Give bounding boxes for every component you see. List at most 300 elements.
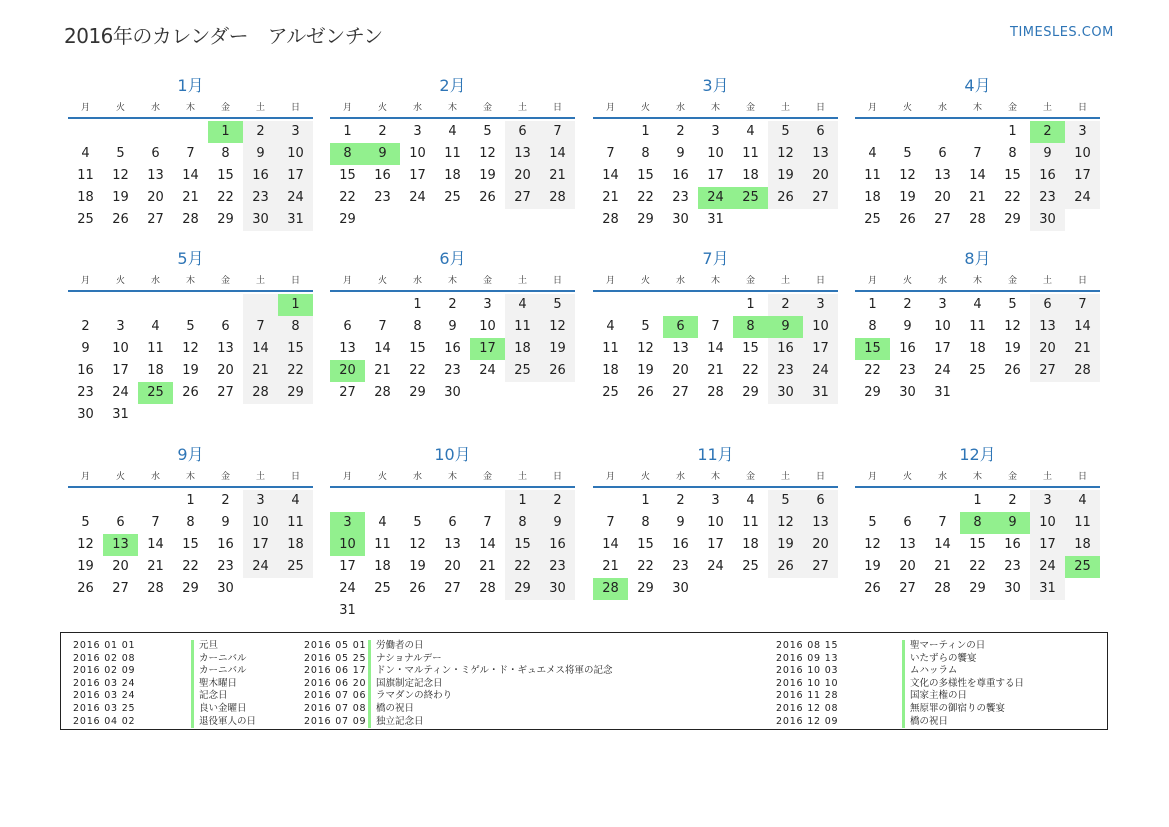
day-cell[interactable]: 25 [505,360,540,382]
day-cell[interactable]: 18 [505,338,540,360]
day-cell[interactable]: 28 [374,385,391,400]
day-cell[interactable]: 23 [1004,559,1021,574]
day-cell[interactable]: 14 [602,168,619,183]
day-cell[interactable]: 18 [147,363,164,378]
day-cell[interactable]: 27 [803,556,838,578]
day-cell[interactable]: 5 [641,319,650,334]
day-cell[interactable]: 20 [1030,338,1065,360]
day-cell[interactable]: 14 [602,537,619,552]
day-cell[interactable]: 3 [1030,490,1065,512]
day-cell[interactable]: 31 [707,212,724,227]
day-cell[interactable]: 30 [77,407,94,422]
day-cell[interactable]: 10 [1065,143,1100,165]
day-cell[interactable]: 11 [742,146,759,161]
day-cell[interactable]: 5 [116,146,125,161]
day-cell[interactable]: 27 [147,212,164,227]
day-cell[interactable]: 21 [969,190,986,205]
day-cell[interactable]: 30 [540,578,575,600]
day-cell[interactable]: 14 [934,537,951,552]
day-cell[interactable]: 26 [540,360,575,382]
day-cell[interactable]: 12 [899,168,916,183]
day-cell[interactable]: 18 [374,559,391,574]
day-cell[interactable]: 29 [217,212,234,227]
day-cell[interactable]: 29 [409,385,426,400]
day-cell[interactable]: 23 [899,363,916,378]
day-cell[interactable]: 19 [182,363,199,378]
day-cell[interactable]: 29 [505,578,540,600]
day-cell[interactable]: 22 [217,190,234,205]
day-cell[interactable]: 12 [112,168,129,183]
day-cell[interactable]: 6 [448,515,457,530]
day-cell[interactable]: 6 [903,515,912,530]
day-cell[interactable]: 5 [540,294,575,316]
day-cell[interactable]: 4 [448,124,457,139]
day-cell[interactable]: 10 [707,146,724,161]
day-cell[interactable]: 26 [768,556,803,578]
day-cell[interactable]: 17 [803,338,838,360]
day-cell[interactable]: 20 [803,534,838,556]
day-cell[interactable]: 3 [116,319,125,334]
day-cell[interactable]: 7 [151,515,160,530]
day-cell[interactable]: 12 [182,341,199,356]
day-cell[interactable]: 25 [278,556,313,578]
day-cell[interactable]: 1 [343,124,352,139]
day-cell[interactable]: 8 [641,515,650,530]
day-cell[interactable]: 16 [444,341,461,356]
day-cell[interactable]: 9 [448,319,457,334]
day-cell[interactable]: 30 [444,385,461,400]
day-cell[interactable]: 9 [676,146,685,161]
day-cell[interactable]: 22 [969,559,986,574]
day-cell[interactable]: 19 [409,559,426,574]
day-cell[interactable]: 19 [864,559,881,574]
day-cell[interactable]: 21 [707,363,724,378]
day-cell[interactable]: 8 [641,146,650,161]
day-cell[interactable]: 14 [707,341,724,356]
day-cell[interactable]: 4 [151,319,160,334]
day-cell[interactable]: 27 [112,581,129,596]
day-cell[interactable]: 30 [672,212,689,227]
day-cell[interactable]: 14 [479,537,496,552]
day-cell[interactable]: 19 [540,338,575,360]
day-cell[interactable]: 22 [409,363,426,378]
day-cell[interactable]: 20 [803,165,838,187]
day-cell[interactable]: 10 [803,316,838,338]
day-cell[interactable]: 11 [864,168,881,183]
day-cell[interactable]: 5 [413,515,422,530]
day-cell[interactable]: 2 [243,121,278,143]
holiday-day-cell[interactable]: 13 [103,534,138,556]
day-cell[interactable]: 24 [803,360,838,382]
day-cell[interactable]: 2 [221,493,230,508]
day-cell[interactable]: 18 [969,341,986,356]
day-cell[interactable]: 17 [243,534,278,556]
day-cell[interactable]: 29 [969,581,986,596]
day-cell[interactable]: 15 [637,537,654,552]
holiday-day-cell[interactable]: 2 [1030,121,1065,143]
day-cell[interactable]: 5 [768,490,803,512]
day-cell[interactable]: 3 [243,490,278,512]
day-cell[interactable]: 7 [973,146,982,161]
day-cell[interactable]: 26 [77,581,94,596]
day-cell[interactable]: 1 [641,124,650,139]
holiday-day-cell[interactable]: 1 [208,121,243,143]
day-cell[interactable]: 12 [77,537,94,552]
day-cell[interactable]: 15 [339,168,356,183]
day-cell[interactable]: 6 [505,121,540,143]
day-cell[interactable]: 26 [479,190,496,205]
day-cell[interactable]: 22 [278,360,313,382]
day-cell[interactable]: 2 [448,297,457,312]
day-cell[interactable]: 25 [77,212,94,227]
day-cell[interactable]: 16 [77,363,94,378]
holiday-day-cell[interactable]: 25 [138,382,173,404]
day-cell[interactable]: 5 [768,121,803,143]
day-cell[interactable]: 1 [1008,124,1017,139]
day-cell[interactable]: 22 [637,559,654,574]
day-cell[interactable]: 4 [81,146,90,161]
day-cell[interactable]: 28 [182,212,199,227]
day-cell[interactable]: 20 [444,559,461,574]
day-cell[interactable]: 24 [112,385,129,400]
day-cell[interactable]: 28 [147,581,164,596]
day-cell[interactable]: 9 [1030,143,1065,165]
day-cell[interactable]: 21 [374,363,391,378]
day-cell[interactable]: 25 [742,559,759,574]
day-cell[interactable]: 29 [637,581,654,596]
day-cell[interactable]: 23 [1030,187,1065,209]
day-cell[interactable]: 18 [1065,534,1100,556]
day-cell[interactable]: 15 [217,168,234,183]
day-cell[interactable]: 26 [637,385,654,400]
day-cell[interactable]: 5 [81,515,90,530]
day-cell[interactable]: 13 [1030,316,1065,338]
day-cell[interactable]: 27 [505,187,540,209]
day-cell[interactable]: 1 [413,297,422,312]
day-cell[interactable]: 26 [1004,363,1021,378]
day-cell[interactable]: 30 [672,581,689,596]
holiday-day-cell[interactable]: 6 [663,316,698,338]
day-cell[interactable]: 13 [505,143,540,165]
day-cell[interactable]: 19 [77,559,94,574]
day-cell[interactable]: 2 [81,319,90,334]
day-cell[interactable]: 27 [339,385,356,400]
day-cell[interactable]: 25 [864,212,881,227]
holiday-day-cell[interactable]: 9 [365,143,400,165]
day-cell[interactable]: 5 [483,124,492,139]
holiday-day-cell[interactable]: 9 [995,512,1030,534]
day-cell[interactable]: 16 [540,534,575,556]
day-cell[interactable]: 5 [186,319,195,334]
day-cell[interactable]: 16 [1004,537,1021,552]
day-cell[interactable]: 7 [540,121,575,143]
day-cell[interactable]: 6 [151,146,160,161]
day-cell[interactable]: 4 [505,294,540,316]
day-cell[interactable]: 1 [746,297,755,312]
day-cell[interactable]: 15 [1004,168,1021,183]
day-cell[interactable]: 3 [711,124,720,139]
holiday-day-cell[interactable]: 10 [330,534,365,556]
day-cell[interactable]: 12 [540,316,575,338]
day-cell[interactable]: 11 [969,319,986,334]
day-cell[interactable]: 24 [409,190,426,205]
day-cell[interactable]: 4 [1065,490,1100,512]
day-cell[interactable]: 11 [374,537,391,552]
day-cell[interactable]: 21 [1065,338,1100,360]
day-cell[interactable]: 14 [1065,316,1100,338]
day-cell[interactable]: 4 [973,297,982,312]
day-cell[interactable]: 22 [1004,190,1021,205]
day-cell[interactable]: 17 [934,341,951,356]
day-cell[interactable]: 31 [934,385,951,400]
day-cell[interactable]: 13 [672,341,689,356]
day-cell[interactable]: 7 [243,316,278,338]
day-cell[interactable]: 25 [374,581,391,596]
day-cell[interactable]: 21 [602,190,619,205]
day-cell[interactable]: 12 [768,512,803,534]
day-cell[interactable]: 16 [768,338,803,360]
day-cell[interactable]: 2 [768,294,803,316]
day-cell[interactable]: 14 [182,168,199,183]
day-cell[interactable]: 22 [637,190,654,205]
day-cell[interactable]: 27 [444,581,461,596]
day-cell[interactable]: 29 [637,212,654,227]
day-cell[interactable]: 21 [479,559,496,574]
day-cell[interactable]: 9 [81,341,90,356]
day-cell[interactable]: 15 [637,168,654,183]
day-cell[interactable]: 22 [505,556,540,578]
day-cell[interactable]: 29 [864,385,881,400]
day-cell[interactable]: 13 [217,341,234,356]
day-cell[interactable]: 11 [444,146,461,161]
day-cell[interactable]: 25 [969,363,986,378]
day-cell[interactable]: 11 [742,515,759,530]
day-cell[interactable]: 18 [77,190,94,205]
day-cell[interactable]: 12 [864,537,881,552]
day-cell[interactable]: 31 [278,209,313,231]
day-cell[interactable]: 12 [1004,319,1021,334]
day-cell[interactable]: 19 [112,190,129,205]
day-cell[interactable]: 28 [479,581,496,596]
day-cell[interactable]: 23 [77,385,94,400]
holiday-day-cell[interactable]: 15 [855,338,890,360]
day-cell[interactable]: 30 [1030,209,1065,231]
day-cell[interactable]: 16 [899,341,916,356]
day-cell[interactable]: 30 [217,581,234,596]
day-cell[interactable]: 11 [278,512,313,534]
day-cell[interactable]: 27 [217,385,234,400]
day-cell[interactable]: 2 [676,124,685,139]
day-cell[interactable]: 7 [938,515,947,530]
day-cell[interactable]: 6 [803,490,838,512]
day-cell[interactable]: 6 [1030,294,1065,316]
day-cell[interactable]: 9 [540,512,575,534]
day-cell[interactable]: 1 [505,490,540,512]
day-cell[interactable]: 21 [182,190,199,205]
day-cell[interactable]: 24 [1030,556,1065,578]
day-cell[interactable]: 16 [374,168,391,183]
day-cell[interactable]: 13 [934,168,951,183]
day-cell[interactable]: 25 [602,385,619,400]
day-cell[interactable]: 12 [409,537,426,552]
day-cell[interactable]: 31 [803,382,838,404]
day-cell[interactable]: 24 [934,363,951,378]
day-cell[interactable]: 3 [803,294,838,316]
day-cell[interactable]: 29 [742,385,759,400]
day-cell[interactable]: 18 [444,168,461,183]
day-cell[interactable]: 4 [746,124,755,139]
holiday-day-cell[interactable]: 17 [470,338,505,360]
day-cell[interactable]: 8 [505,512,540,534]
day-cell[interactable]: 3 [711,493,720,508]
day-cell[interactable]: 16 [672,168,689,183]
day-cell[interactable]: 21 [934,559,951,574]
day-cell[interactable]: 24 [243,556,278,578]
day-cell[interactable]: 13 [339,341,356,356]
day-cell[interactable]: 12 [637,341,654,356]
day-cell[interactable]: 15 [742,341,759,356]
day-cell[interactable]: 28 [707,385,724,400]
day-cell[interactable]: 18 [278,534,313,556]
day-cell[interactable]: 17 [1065,165,1100,187]
day-cell[interactable]: 11 [505,316,540,338]
day-cell[interactable]: 2 [378,124,387,139]
day-cell[interactable]: 24 [479,363,496,378]
day-cell[interactable]: 4 [278,490,313,512]
day-cell[interactable]: 4 [378,515,387,530]
day-cell[interactable]: 19 [1004,341,1021,356]
holiday-day-cell[interactable]: 8 [733,316,768,338]
day-cell[interactable]: 22 [742,363,759,378]
holiday-day-cell[interactable]: 8 [960,512,995,534]
day-cell[interactable]: 7 [186,146,195,161]
day-cell[interactable]: 27 [934,212,951,227]
day-cell[interactable]: 21 [602,559,619,574]
day-cell[interactable]: 15 [182,537,199,552]
day-cell[interactable]: 7 [711,319,720,334]
day-cell[interactable]: 20 [934,190,951,205]
day-cell[interactable]: 17 [112,363,129,378]
day-cell[interactable]: 23 [217,559,234,574]
holiday-day-cell[interactable]: 25 [733,187,768,209]
day-cell[interactable]: 2 [676,493,685,508]
day-cell[interactable]: 20 [217,363,234,378]
day-cell[interactable]: 31 [112,407,129,422]
day-cell[interactable]: 13 [147,168,164,183]
day-cell[interactable]: 2 [903,297,912,312]
day-cell[interactable]: 14 [540,143,575,165]
day-cell[interactable]: 11 [77,168,94,183]
day-cell[interactable]: 29 [339,212,356,227]
day-cell[interactable]: 8 [186,515,195,530]
day-cell[interactable]: 12 [479,146,496,161]
day-cell[interactable]: 26 [112,212,129,227]
holiday-day-cell[interactable]: 3 [330,512,365,534]
day-cell[interactable]: 10 [243,512,278,534]
holiday-day-cell[interactable]: 9 [768,316,803,338]
day-cell[interactable]: 23 [540,556,575,578]
day-cell[interactable]: 12 [768,143,803,165]
day-cell[interactable]: 28 [969,212,986,227]
day-cell[interactable]: 23 [768,360,803,382]
day-cell[interactable]: 24 [339,581,356,596]
day-cell[interactable]: 26 [182,385,199,400]
day-cell[interactable]: 1 [186,493,195,508]
day-cell[interactable]: 26 [899,212,916,227]
day-cell[interactable]: 8 [868,319,877,334]
day-cell[interactable]: 6 [803,121,838,143]
day-cell[interactable]: 30 [1004,581,1021,596]
day-cell[interactable]: 14 [243,338,278,360]
day-cell[interactable]: 8 [1008,146,1017,161]
day-cell[interactable]: 14 [374,341,391,356]
day-cell[interactable]: 18 [864,190,881,205]
day-cell[interactable]: 19 [768,534,803,556]
day-cell[interactable]: 5 [1008,297,1017,312]
holiday-day-cell[interactable]: 25 [1065,556,1100,578]
day-cell[interactable]: 28 [540,187,575,209]
day-cell[interactable]: 9 [221,515,230,530]
day-cell[interactable]: 30 [768,382,803,404]
day-cell[interactable]: 13 [899,537,916,552]
day-cell[interactable]: 19 [768,165,803,187]
day-cell[interactable]: 27 [803,187,838,209]
day-cell[interactable]: 6 [343,319,352,334]
day-cell[interactable]: 5 [868,515,877,530]
day-cell[interactable]: 13 [444,537,461,552]
day-cell[interactable]: 14 [969,168,986,183]
day-cell[interactable]: 23 [672,190,689,205]
day-cell[interactable]: 17 [278,165,313,187]
day-cell[interactable]: 21 [540,165,575,187]
day-cell[interactable]: 7 [378,319,387,334]
day-cell[interactable]: 11 [602,341,619,356]
day-cell[interactable]: 1 [973,493,982,508]
day-cell[interactable]: 10 [1030,512,1065,534]
day-cell[interactable]: 26 [409,581,426,596]
day-cell[interactable]: 30 [899,385,916,400]
day-cell[interactable]: 17 [707,537,724,552]
day-cell[interactable]: 21 [243,360,278,382]
day-cell[interactable]: 10 [278,143,313,165]
day-cell[interactable]: 24 [278,187,313,209]
day-cell[interactable]: 26 [768,187,803,209]
day-cell[interactable]: 26 [864,581,881,596]
day-cell[interactable]: 22 [339,190,356,205]
day-cell[interactable]: 9 [243,143,278,165]
day-cell[interactable]: 28 [243,382,278,404]
holiday-day-cell[interactable]: 20 [330,360,365,382]
day-cell[interactable]: 5 [903,146,912,161]
day-cell[interactable]: 16 [1030,165,1065,187]
day-cell[interactable]: 18 [742,168,759,183]
day-cell[interactable]: 17 [1030,534,1065,556]
day-cell[interactable]: 14 [147,537,164,552]
day-cell[interactable]: 11 [1065,512,1100,534]
day-cell[interactable]: 18 [742,537,759,552]
day-cell[interactable]: 3 [938,297,947,312]
day-cell[interactable]: 17 [707,168,724,183]
holiday-day-cell[interactable]: 28 [593,578,628,600]
day-cell[interactable]: 19 [899,190,916,205]
holiday-day-cell[interactable]: 24 [698,187,733,209]
day-cell[interactable]: 23 [444,363,461,378]
day-cell[interactable]: 9 [903,319,912,334]
day-cell[interactable]: 11 [147,341,164,356]
day-cell[interactable]: 16 [672,537,689,552]
day-cell[interactable]: 27 [899,581,916,596]
day-cell[interactable]: 19 [637,363,654,378]
